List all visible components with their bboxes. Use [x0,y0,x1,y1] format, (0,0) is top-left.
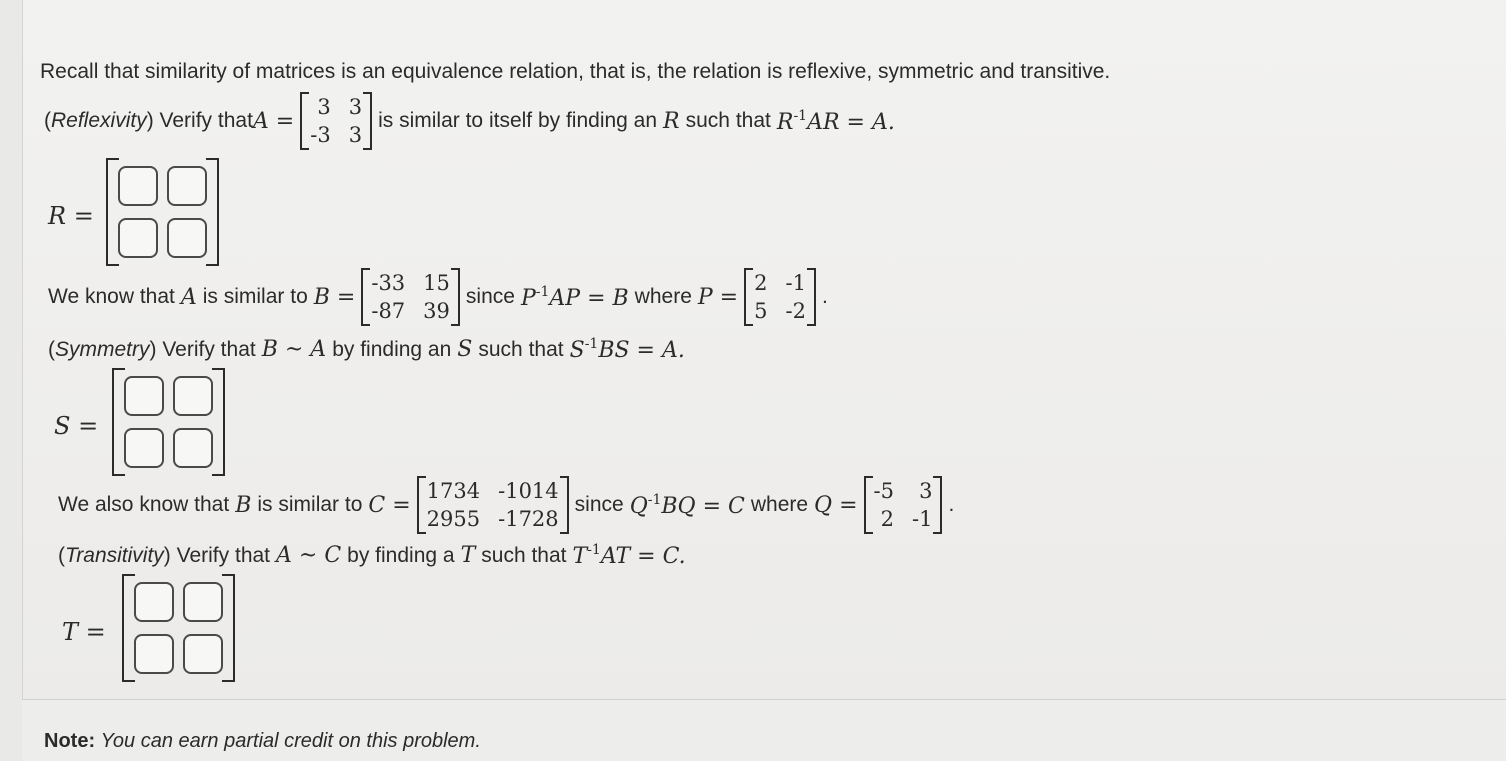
symmetry-line [48,336,685,363]
r-22-input[interactable] [167,218,207,258]
var-s: S [457,337,473,362]
matrix-cell: 15 [423,271,450,295]
matrix-p-label: P = [697,284,739,310]
t-11-input[interactable] [134,582,174,622]
matrix-cell: 3 [317,95,331,119]
matrix-cell: 3 [919,479,933,503]
matrix-c-label: C = [368,492,411,518]
reflexivity-equation: AR = A. [807,109,895,135]
known-b-text1: We know that [48,285,175,308]
matrix-cell: -2 [785,299,806,323]
matrix-cell: 2 [754,271,768,295]
var-a: A [180,284,197,310]
where-text: where [634,285,692,308]
var-s-inv-base: S [569,338,585,363]
paren-open: ( [44,109,51,132]
s-label: S = [54,412,99,440]
such-that: such that [685,109,771,132]
matrix-cell: 5 [754,299,768,323]
var-b: B [235,492,252,518]
paren-close: ) Verify that [146,109,253,132]
symmetry-name: Symmetry [55,337,150,361]
known-b-line: We know that A is similar to B = -33 15 -87 39 since $P^{-1}AP = B$ where P = 2 -1 5 -2 . [48,268,828,326]
r-11-input[interactable] [118,166,158,206]
s-22-input[interactable] [173,428,213,468]
known-c-text2: is similar to [257,493,363,516]
t-22-input[interactable] [183,634,223,674]
matrix-cell: -1728 [498,507,559,531]
reflexivity-mid: is similar to itself by finding an [378,109,658,132]
known-c-text1: We also know that [58,493,230,516]
r-21-input[interactable] [118,218,158,258]
paren-close: ) Verify that [149,337,256,361]
s-12-input[interactable] [173,376,213,416]
matrix-cell: -1 [785,271,806,295]
t-12-input[interactable] [183,582,223,622]
matrix-cell: -5 [873,479,894,503]
matrix-cell: -1014 [498,479,559,503]
r-12-input[interactable] [167,166,207,206]
such-that: such that [481,543,567,567]
since-text: since [465,285,515,308]
note-label: Note: [44,730,96,752]
intro-text [40,60,1110,84]
symmetry-equation: BS = A. [598,338,685,363]
intro-sentence: Recall that similarity of matrices is an equivalence relation, that is, the relation is reflexive, symmetric and transitive. [40,60,1111,83]
transitivity-relation: A ~ C [276,543,342,568]
since-text: since [574,493,624,516]
paren-open: ( [58,543,65,567]
transitivity-name: Transitivity [65,543,164,567]
matrix-cell: 39 [423,299,450,323]
inverse-exponent: -1 [587,542,601,558]
var-r-inv-base: R [776,109,794,135]
inverse-exponent: -1 [584,336,599,352]
s-matrix-input [112,368,225,476]
paren-open: ( [48,337,55,361]
known-b-equation: AP = B [549,285,629,311]
matrix-q-label: Q = [814,492,858,518]
symmetry-mid: by finding an [332,337,452,361]
r-matrix-input [106,158,219,266]
partial-credit-note [44,730,481,753]
paren-close: ) Verify that [163,543,271,567]
matrix-cell: -3 [310,123,331,147]
matrix-cell: 3 [348,95,363,119]
var-t-inv-base: T [572,544,588,569]
var-t: T [460,543,476,568]
t-label: T = [62,618,106,646]
var-p: P [520,285,536,311]
matrix-p [744,268,816,326]
var-q: Q [629,493,648,519]
reflexivity-name: Reflexivity [51,109,147,132]
matrix-c [417,476,569,534]
s-11-input[interactable] [124,376,164,416]
inverse-exponent: -1 [535,283,550,300]
t-matrix-input [122,574,235,682]
known-b-text2: is similar to [202,285,308,308]
such-that: such that [478,337,564,361]
r-label: R = [48,202,94,230]
matrix-cell: 1734 [426,479,481,503]
inverse-exponent: -1 [647,491,662,508]
note-text: You can earn partial credit on this problem. [100,730,481,752]
reflexivity-line [44,92,895,150]
matrix-cell: -1 [911,507,933,531]
symmetry-relation: B ~ A [261,337,327,362]
matrix-cell: -33 [371,271,406,295]
t-21-input[interactable] [134,634,174,674]
matrix-a-label: A = [252,108,295,134]
transitivity-equation: AT = C. [600,544,686,569]
matrix-q [864,476,943,534]
transitivity-line [58,542,686,569]
transitivity-mid: by finding a [347,543,455,567]
matrix-b-label: B = [313,284,356,310]
inverse-exponent: -1 [793,107,808,124]
matrix-cell: 2 [880,507,894,531]
known-c-line: We also know that B is similar to C = 1734 -1014 2955 -1728 since $Q^{-1}BQ = C$ where Q = -5 3 2 -1 . [58,476,954,534]
matrix-a [300,92,372,150]
matrix-cell: 2955 [426,507,481,531]
matrix-cell: -87 [371,299,406,323]
matrix-b [361,268,460,326]
s-21-input[interactable] [124,428,164,468]
var-r: R [663,108,680,134]
where-text: where [750,493,809,516]
matrix-cell: 3 [348,123,363,147]
known-c-equation: BQ = C [661,493,745,519]
